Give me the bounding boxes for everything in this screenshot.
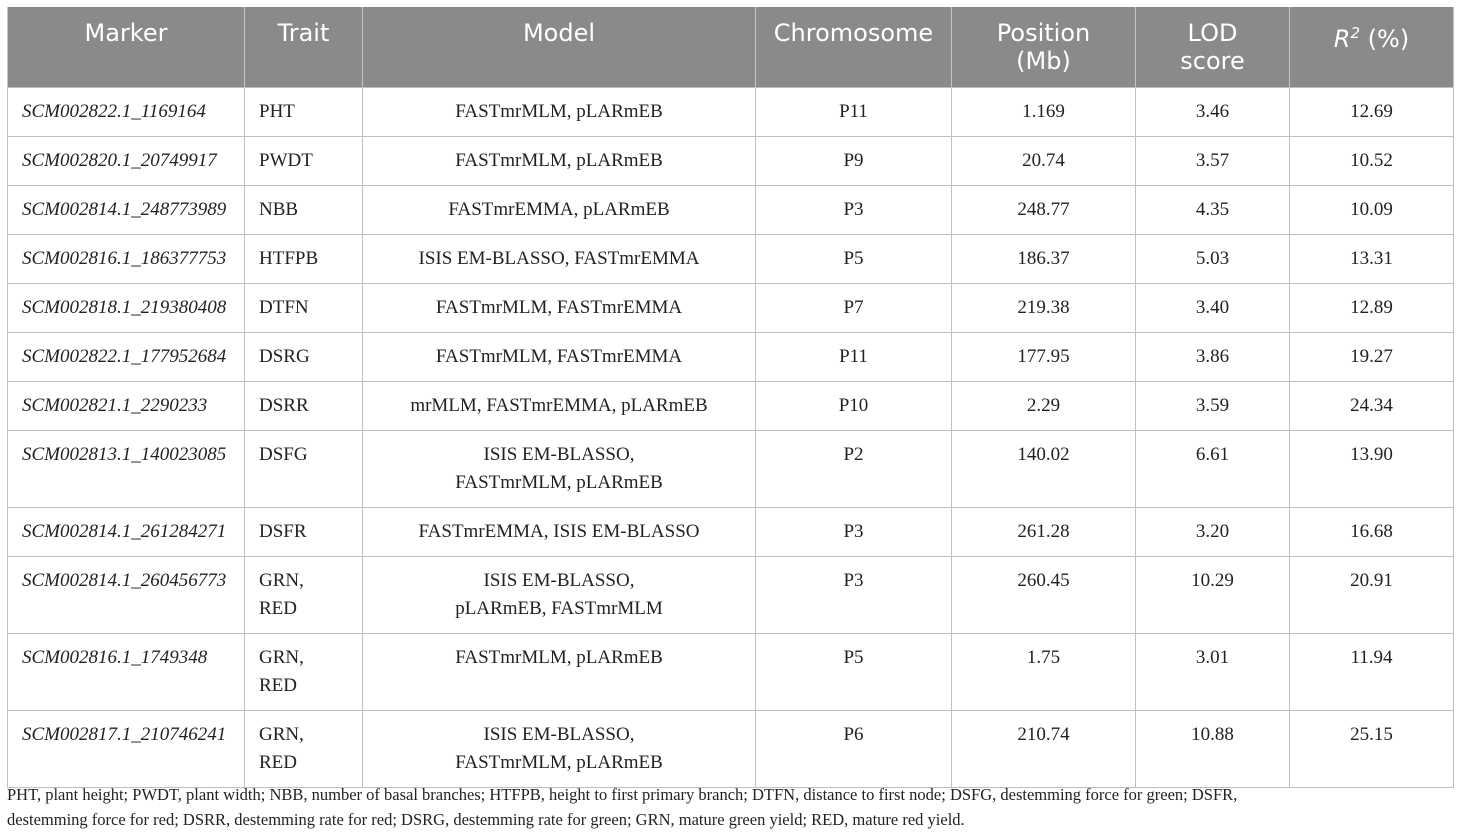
cell-chromosome: P3	[756, 185, 952, 234]
table-row	[8, 710, 1454, 787]
cell-trait	[245, 332, 363, 381]
cell-chromosome: P11	[756, 332, 952, 381]
cell-model-line: FASTmrMLM, pLARmEB	[455, 751, 663, 773]
cell-r2: 20.91	[1290, 556, 1454, 633]
cell-lod: 3.86	[1136, 332, 1290, 381]
cell-r2: 13.31	[1290, 234, 1454, 283]
cell-trait-line: RED	[259, 751, 297, 773]
cell-trait-line: GRN,	[259, 646, 304, 668]
cell-position: 219.38	[952, 283, 1136, 332]
cell-marker: SCM002818.1_219380408	[8, 283, 245, 332]
cell-model	[363, 710, 756, 787]
cell-trait-line: HTFPB	[259, 247, 319, 269]
cell-trait-line: DTFN	[259, 296, 309, 318]
cell-chromosome: P5	[756, 633, 952, 710]
cell-chromosome: P11	[756, 87, 952, 136]
header-position-line2: (Mb)	[1016, 47, 1071, 75]
cell-position: 20.74	[952, 136, 1136, 185]
cell-position: 260.45	[952, 556, 1136, 633]
cell-model	[363, 185, 756, 234]
cell-r2: 19.27	[1290, 332, 1454, 381]
table-row	[8, 633, 1454, 710]
cell-lod: 3.59	[1136, 381, 1290, 430]
cell-model	[363, 332, 756, 381]
table-row	[8, 136, 1454, 185]
cell-trait	[245, 234, 363, 283]
cell-position: 186.37	[952, 234, 1136, 283]
header-r2-superscript: 2	[1350, 24, 1361, 42]
cell-chromosome: P3	[756, 556, 952, 633]
table-row	[8, 283, 1454, 332]
cell-marker: SCM002820.1_20749917	[8, 136, 245, 185]
cell-model-line: pLARmEB, FASTmrMLM	[455, 597, 663, 619]
cell-r2: 10.52	[1290, 136, 1454, 185]
cell-trait	[245, 87, 363, 136]
cell-model	[363, 507, 756, 556]
cell-marker: SCM002814.1_248773989	[8, 185, 245, 234]
cell-trait-line: DSRR	[259, 394, 309, 416]
cell-model	[363, 381, 756, 430]
cell-position: 177.95	[952, 332, 1136, 381]
cell-lod: 10.88	[1136, 710, 1290, 787]
cell-trait-line: GRN,	[259, 569, 304, 591]
cell-model-line: FASTmrMLM, FASTmrEMMA	[435, 296, 683, 318]
cell-model-line: ISIS EM-BLASSO,	[483, 569, 635, 591]
cell-marker: SCM002817.1_210746241	[8, 710, 245, 787]
header-position	[952, 7, 1136, 87]
table-row	[8, 185, 1454, 234]
header-chromosome	[756, 7, 952, 87]
results-table	[7, 7, 1454, 788]
cell-trait	[245, 633, 363, 710]
header-r2-unit: (%)	[1360, 25, 1410, 53]
cell-model	[363, 283, 756, 332]
cell-model	[363, 234, 756, 283]
cell-model-line: FASTmrEMMA, pLARmEB	[448, 198, 670, 220]
cell-marker: SCM002821.1_2290233	[8, 381, 245, 430]
cell-model-line: mrMLM, FASTmrEMMA, pLARmEB	[410, 394, 708, 416]
header-lod-line1: LOD	[1187, 19, 1238, 47]
table-body	[8, 87, 1454, 787]
header-marker	[8, 7, 245, 87]
cell-model-line: ISIS EM-BLASSO,	[483, 723, 635, 745]
header-r2-letter: R	[1333, 25, 1351, 53]
cell-position: 1.169	[952, 87, 1136, 136]
header-lod-line2: score	[1180, 47, 1245, 75]
cell-trait-line: DSFR	[259, 520, 307, 542]
cell-position: 2.29	[952, 381, 1136, 430]
cell-model	[363, 136, 756, 185]
cell-chromosome: P2	[756, 430, 952, 507]
header-lod	[1136, 7, 1290, 87]
cell-trait	[245, 185, 363, 234]
cell-marker: SCM002822.1_177952684	[8, 332, 245, 381]
table-row	[8, 381, 1454, 430]
cell-model	[363, 430, 756, 507]
cell-position: 261.28	[952, 507, 1136, 556]
cell-model-line: FASTmrMLM, pLARmEB	[455, 149, 663, 171]
header-model-label: Model	[522, 19, 596, 47]
cell-chromosome: P9	[756, 136, 952, 185]
cell-chromosome: P10	[756, 381, 952, 430]
cell-r2: 16.68	[1290, 507, 1454, 556]
cell-chromosome: P6	[756, 710, 952, 787]
cell-lod: 3.20	[1136, 507, 1290, 556]
cell-model-line: FASTmrMLM, pLARmEB	[455, 471, 663, 493]
table-header	[8, 7, 1454, 87]
cell-r2: 25.15	[1290, 710, 1454, 787]
cell-lod: 5.03	[1136, 234, 1290, 283]
cell-position: 248.77	[952, 185, 1136, 234]
cell-trait	[245, 507, 363, 556]
cell-model	[363, 633, 756, 710]
cell-trait	[245, 710, 363, 787]
footnote-line-2: destemming force for red; DSRR, destemming rate for red; DSRG, destemming rate for green; GRN, mature green yield; RED, mature red yield.	[7, 810, 965, 829]
header-marker-label: Marker	[84, 19, 168, 47]
cell-trait	[245, 136, 363, 185]
table-row	[8, 430, 1454, 507]
cell-model	[363, 556, 756, 633]
cell-model-line: FASTmrMLM, pLARmEB	[455, 100, 663, 122]
table-row	[8, 332, 1454, 381]
cell-trait-line: DSFG	[259, 443, 308, 465]
cell-trait-line: NBB	[259, 198, 299, 220]
cell-r2: 10.09	[1290, 185, 1454, 234]
cell-model-line: FASTmrMLM, pLARmEB	[455, 646, 663, 668]
cell-chromosome: P3	[756, 507, 952, 556]
cell-marker: SCM002816.1_1749348	[8, 633, 245, 710]
header-trait-label: Trait	[277, 19, 330, 47]
table-row	[8, 87, 1454, 136]
cell-chromosome: P5	[756, 234, 952, 283]
cell-model-line: FASTmrMLM, FASTmrEMMA	[435, 345, 683, 367]
cell-r2: 12.69	[1290, 87, 1454, 136]
table-footnote	[7, 782, 1453, 832]
cell-trait-line: PHT	[259, 100, 295, 122]
cell-trait	[245, 556, 363, 633]
cell-marker: SCM002814.1_260456773	[8, 556, 245, 633]
cell-trait	[245, 283, 363, 332]
cell-lod: 3.57	[1136, 136, 1290, 185]
cell-marker: SCM002816.1_186377753	[8, 234, 245, 283]
cell-trait-line: RED	[259, 597, 297, 619]
cell-model-line: ISIS EM-BLASSO,	[483, 443, 635, 465]
cell-position: 1.75	[952, 633, 1136, 710]
results-table-container	[7, 7, 1453, 788]
cell-chromosome: P7	[756, 283, 952, 332]
table-row	[8, 507, 1454, 556]
cell-model-line: ISIS EM-BLASSO, FASTmrEMMA	[418, 247, 700, 269]
cell-position: 140.02	[952, 430, 1136, 507]
cell-trait	[245, 381, 363, 430]
cell-lod: 6.61	[1136, 430, 1290, 507]
header-trait	[245, 7, 363, 87]
cell-model-line: FASTmrEMMA, ISIS EM-BLASSO	[418, 520, 700, 542]
cell-trait	[245, 430, 363, 507]
cell-r2: 24.34	[1290, 381, 1454, 430]
cell-lod: 3.46	[1136, 87, 1290, 136]
cell-model	[363, 87, 756, 136]
cell-lod: 10.29	[1136, 556, 1290, 633]
cell-trait-line: GRN,	[259, 723, 304, 745]
cell-lod: 3.40	[1136, 283, 1290, 332]
header-chromosome-label: Chromosome	[773, 19, 934, 47]
footnote-line-1: PHT, plant height; PWDT, plant width; NBB, number of basal branches; HTFPB, height to first primary branch; DTFN, distance to first node; DSFG, destemming force for green; DSFR,	[7, 785, 1238, 804]
cell-position: 210.74	[952, 710, 1136, 787]
cell-trait-line: DSRG	[259, 345, 310, 367]
header-row	[8, 7, 1454, 87]
cell-marker: SCM002822.1_1169164	[8, 87, 245, 136]
cell-lod: 3.01	[1136, 633, 1290, 710]
table-row	[8, 234, 1454, 283]
cell-lod: 4.35	[1136, 185, 1290, 234]
header-model	[363, 7, 756, 87]
header-position-line1: Position	[996, 19, 1091, 47]
cell-trait-line: PWDT	[259, 149, 313, 171]
cell-r2: 11.94	[1290, 633, 1454, 710]
cell-r2: 13.90	[1290, 430, 1454, 507]
cell-marker: SCM002814.1_261284271	[8, 507, 245, 556]
cell-marker: SCM002813.1_140023085	[8, 430, 245, 507]
table-row	[8, 556, 1454, 633]
cell-r2: 12.89	[1290, 283, 1454, 332]
header-r2	[1290, 7, 1454, 87]
cell-trait-line: RED	[259, 674, 297, 696]
